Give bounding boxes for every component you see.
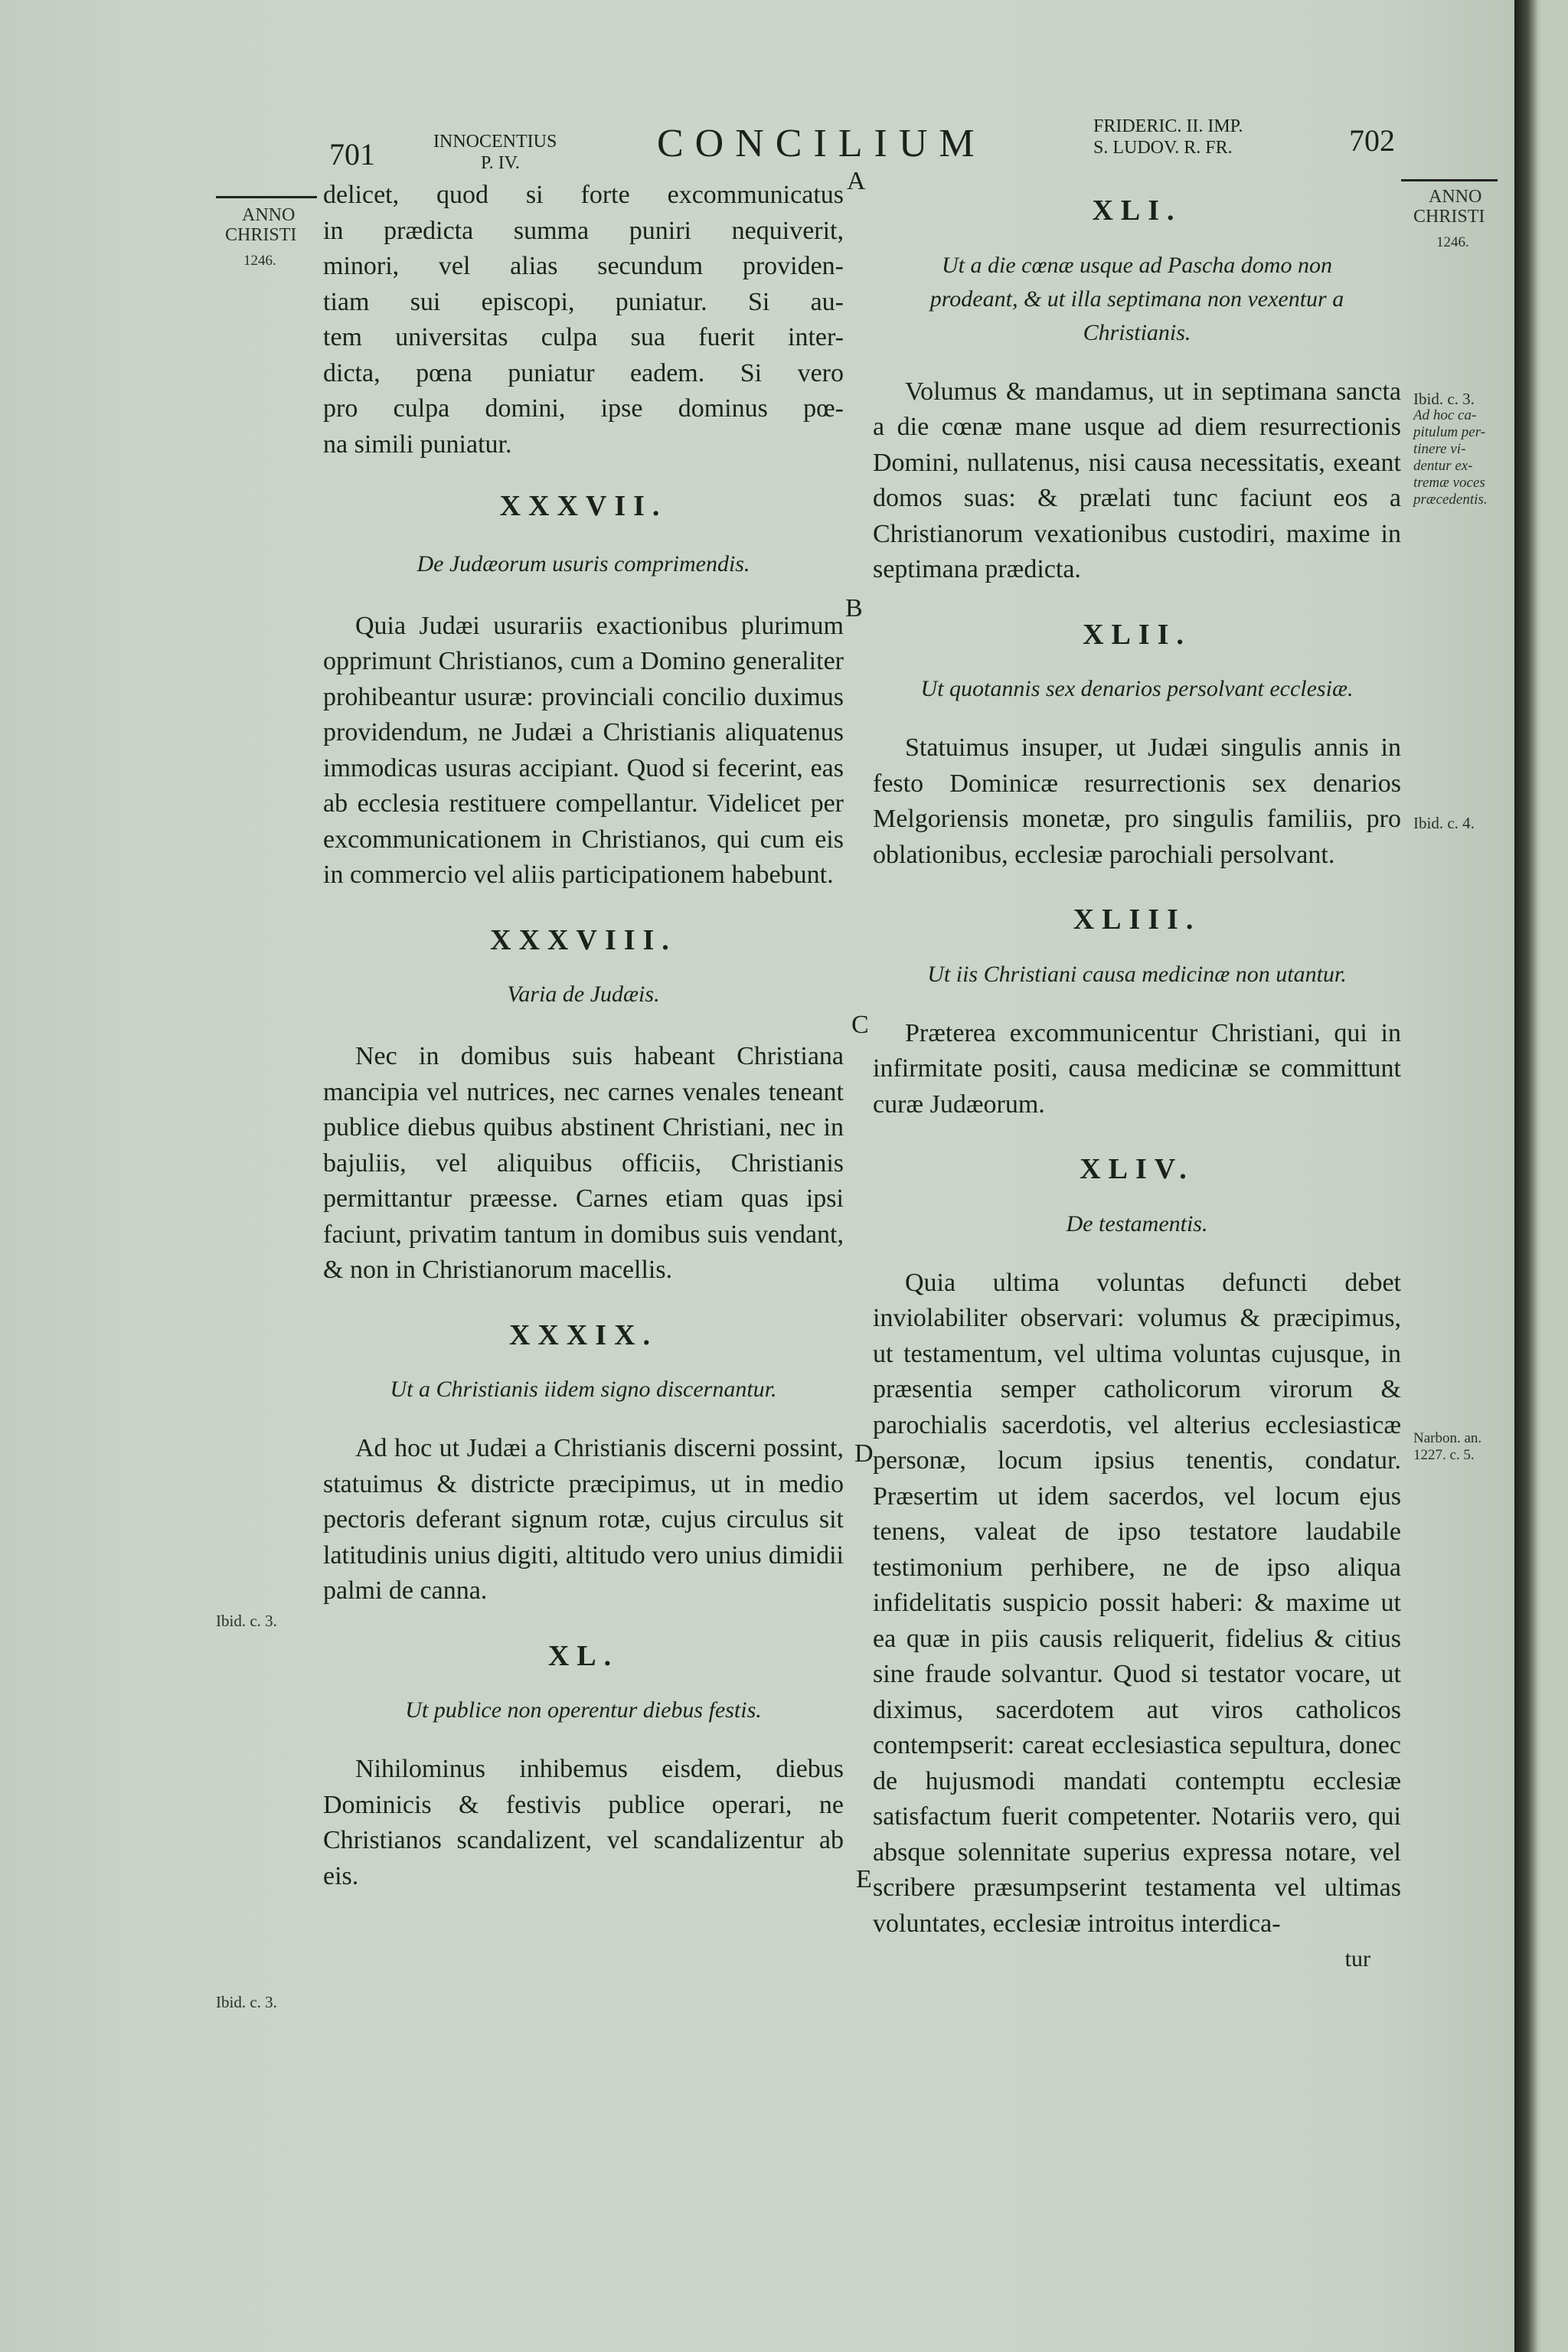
intro-line-8: na simili puniatur. (323, 430, 512, 459)
margin-year-right: 1246. (1436, 234, 1469, 250)
margin-note-xli-line-6: præcedentis. (1413, 492, 1488, 508)
section-title: Ut iis Christiani causa medicinæ non utantur. (927, 961, 1347, 987)
running-title: CONCILIUM (657, 122, 986, 165)
section-letter-e: E (856, 1865, 872, 1893)
rulers-line-2: S. LUDOV. R. FR. (1093, 138, 1233, 158)
section-text: Præterea excommunicentur Christiani, qui in infirmitate positi, causa medicinæ se committunt curæ Judæorum. (873, 1018, 1401, 1119)
section-xli (873, 193, 1401, 588)
section-title: Varia de Judæis. (507, 982, 660, 1007)
section-title: Ut publice non operentur diebus festis. (405, 1697, 762, 1723)
rulers-line-1: FRIDERIC. II. IMP. (1093, 116, 1243, 136)
intro-line-7: pro culpa domini, ipse dominus pœ- (323, 394, 844, 423)
margin-note-xli-line-4: dentur ex- (1413, 458, 1473, 474)
margin-note-xli-line-5: tremæ voces (1413, 475, 1485, 491)
section-text: Quia Judæi usurariis exactionibus plurimum opprimunt Christianos, cum a Domino generaliter prohibeantur usuræ: provinciali concilio duximus providendum, ne Judæi a Christianis aliquatenus immodicas usuras accipiant. Quod si fecerint, eas ab ecclesia restituere compellantur. Videlicet per excommunicationem in Christianos, qui cum eis in commercio vel aliis participationem habebunt. (323, 611, 844, 889)
section-title: De testamentis. (1066, 1210, 1208, 1236)
margin-note-xliv-line-2: 1227. c. 5. (1413, 1447, 1475, 1463)
left-column (323, 178, 844, 1894)
margin-note-xli (1413, 390, 1513, 508)
margin-note-xliv (1413, 1430, 1481, 1464)
section-xxxix (323, 1318, 844, 1609)
continued-text (323, 178, 844, 462)
intro-line-5: tem universitas culpa sua fuerit inter- (323, 323, 844, 351)
margin-year-left: 1246. (243, 253, 276, 269)
margin-note-xl: Ibid. c. 3. (216, 1993, 277, 2011)
margin-note-xxxix: Ibid. c. 3. (216, 1612, 277, 1630)
section-xliii (873, 902, 1401, 1122)
margin-note-xli-line-3: tinere vi- (1413, 441, 1466, 457)
margin-note-xlii: Ibid. c. 4. (1413, 814, 1475, 832)
margin-note-xliv-line-1: Narbon. an. (1413, 1430, 1482, 1446)
page-number-left: 701 (329, 137, 375, 172)
section-letter-a: A (847, 167, 866, 195)
section-number: XLIII. (1073, 903, 1201, 936)
section-number: XLIV. (1080, 1153, 1194, 1185)
section-letter-d: D (854, 1439, 874, 1468)
intro-line-3: minori, vel alias secundum providen- (323, 252, 844, 280)
margin-note-xli-line-1: Ad hoc ca- (1413, 407, 1477, 423)
right-margin-rule (1401, 179, 1498, 181)
intro-line-4: tiam sui episcopi, puniatur. Si au- (323, 287, 844, 316)
margin-christi-right: CHRISTI (1413, 207, 1485, 227)
binding-gutter (1514, 0, 1568, 2352)
section-text: Nihilominus inhibemus eisdem, diebus Dominicis & festivis publice operari, ne Christianos scandalizent, vel scandalizentur ab eis. (323, 1755, 844, 1890)
section-letter-b: B (845, 594, 863, 622)
section-title: De Judæorum usuris comprimendis. (416, 550, 750, 577)
section-number: XLII. (1083, 618, 1191, 651)
right-column (873, 193, 1401, 1978)
section-text: Quia ultima voluntas defuncti debet inviolabiliter observari: volumus & præcipimus, ut testamentum, vel ultima voluntas cujusque, in præsentia semper catholicorum virorum & parochialis sacerdotis, vel alterius ecclesiasticæ personæ, locum ipsius tenentis, condatur. Præsertim ut idem sacerdos, vel locum ejus tenens, valeat de ipso testatore laudabile testimonium perhibere, ne de ipso aliqua infidelitatis suspicio possit haberi: & maxime ut ea quæ in piis causis reliquerit, fidelius & citius sine fraude solvantur. Quod si testator vocare, ut diximus, sacerdotem aut viros catholicos contempserit: careat ecclesiastica sepultura, donec de hujusmodi mandati contemptu ecclesiæ satisfactum fuerit competenter. Notariis vero, qui absque solennitate superius expressa notare, vel scribere præsumpserint testamenta vel ultimas voluntates, ecclesiæ introitus interdica- (873, 1268, 1401, 1938)
section-number: XLI. (1092, 194, 1182, 227)
intro-line-1: delicet, quod si forte excommunicatus (323, 181, 844, 209)
margin-anno-right: ANNO (1429, 187, 1482, 207)
section-title: Ut quotannis sex denarios persolvant ecclesiæ. (920, 676, 1354, 701)
section-xliv (873, 1152, 1401, 1978)
catchword: tur (1344, 1946, 1370, 1971)
adjacent-page-strip (1540, 0, 1568, 2352)
section-title: Ut a Christianis iidem signo discernantur. (390, 1377, 777, 1402)
margin-note-xli-line-2: pitulum per- (1413, 424, 1486, 440)
margin-christi-left: CHRISTI (225, 225, 297, 245)
section-text: Nec in domibus suis habeant Christiana mancipia vel nutrices, nec carnes venales teneant publice diebus quibus abstinent Christiani, nec in bajuliis, vel aliquibus officiis, Christianis permittantur præesse. Carnes etiam quas ipsi faciunt, privatim tantum in domibus suis vendant, & non in Christianorum macellis. (323, 1042, 844, 1284)
section-number: XL. (547, 1639, 619, 1672)
section-text: Statuimus insuper, ut Judæi singulis annis in festo Dominicæ resurrectionis sex denarios Melgoriensis monetæ, pro singulis familiis, pro oblationibus, ecclesiæ parochiali persolvant. (873, 733, 1401, 869)
pope-name: INNOCENTIUS (433, 132, 557, 152)
section-xxxviii (323, 923, 844, 1289)
pope-number: P. IV. (481, 153, 520, 173)
section-xxxvii (323, 488, 844, 893)
section-xl (323, 1638, 844, 1895)
margin-anno-left: ANNO (242, 205, 296, 225)
intro-line-2: in prædicta summa puniri nequiverit, (323, 216, 844, 245)
section-text: Volumus & mandamus, ut in septimana sancta a die cœnæ mane usque ad diem resurrectionis Domini, nullatenus, nisi causa necessitatis, exeant domos suas: & prælati tunc faciunt eos a Christianorum vexationibus custodiri, maxime in septimana prædicta. (873, 377, 1401, 583)
left-margin-rule (216, 196, 317, 198)
margin-note-xli-ref: Ibid. c. 3. (1413, 390, 1475, 408)
page-number-right: 702 (1349, 123, 1395, 158)
section-number: XXXIX. (508, 1318, 658, 1351)
section-number: XXXVIII. (490, 923, 677, 956)
section-title: Ut a die cœnæ usque ad Pascha domo non prodeant, & ut illa septimana non vexentur a Christianis. (929, 252, 1344, 345)
section-number: XXXVII. (499, 490, 668, 522)
intro-line-6: dicta, pœna puniatur eadem. Si vero (323, 358, 844, 387)
section-xlii (873, 617, 1401, 874)
section-text: Ad hoc ut Judæi a Christianis discerni possint, statuimus & districte præcipimus, ut in medio pectoris deferant signum rotæ, cujus circulus sit latitudinis unius digiti, altitudo vero unius dimidii palmi de canna. (323, 1434, 844, 1605)
section-letter-c: C (851, 1011, 869, 1039)
